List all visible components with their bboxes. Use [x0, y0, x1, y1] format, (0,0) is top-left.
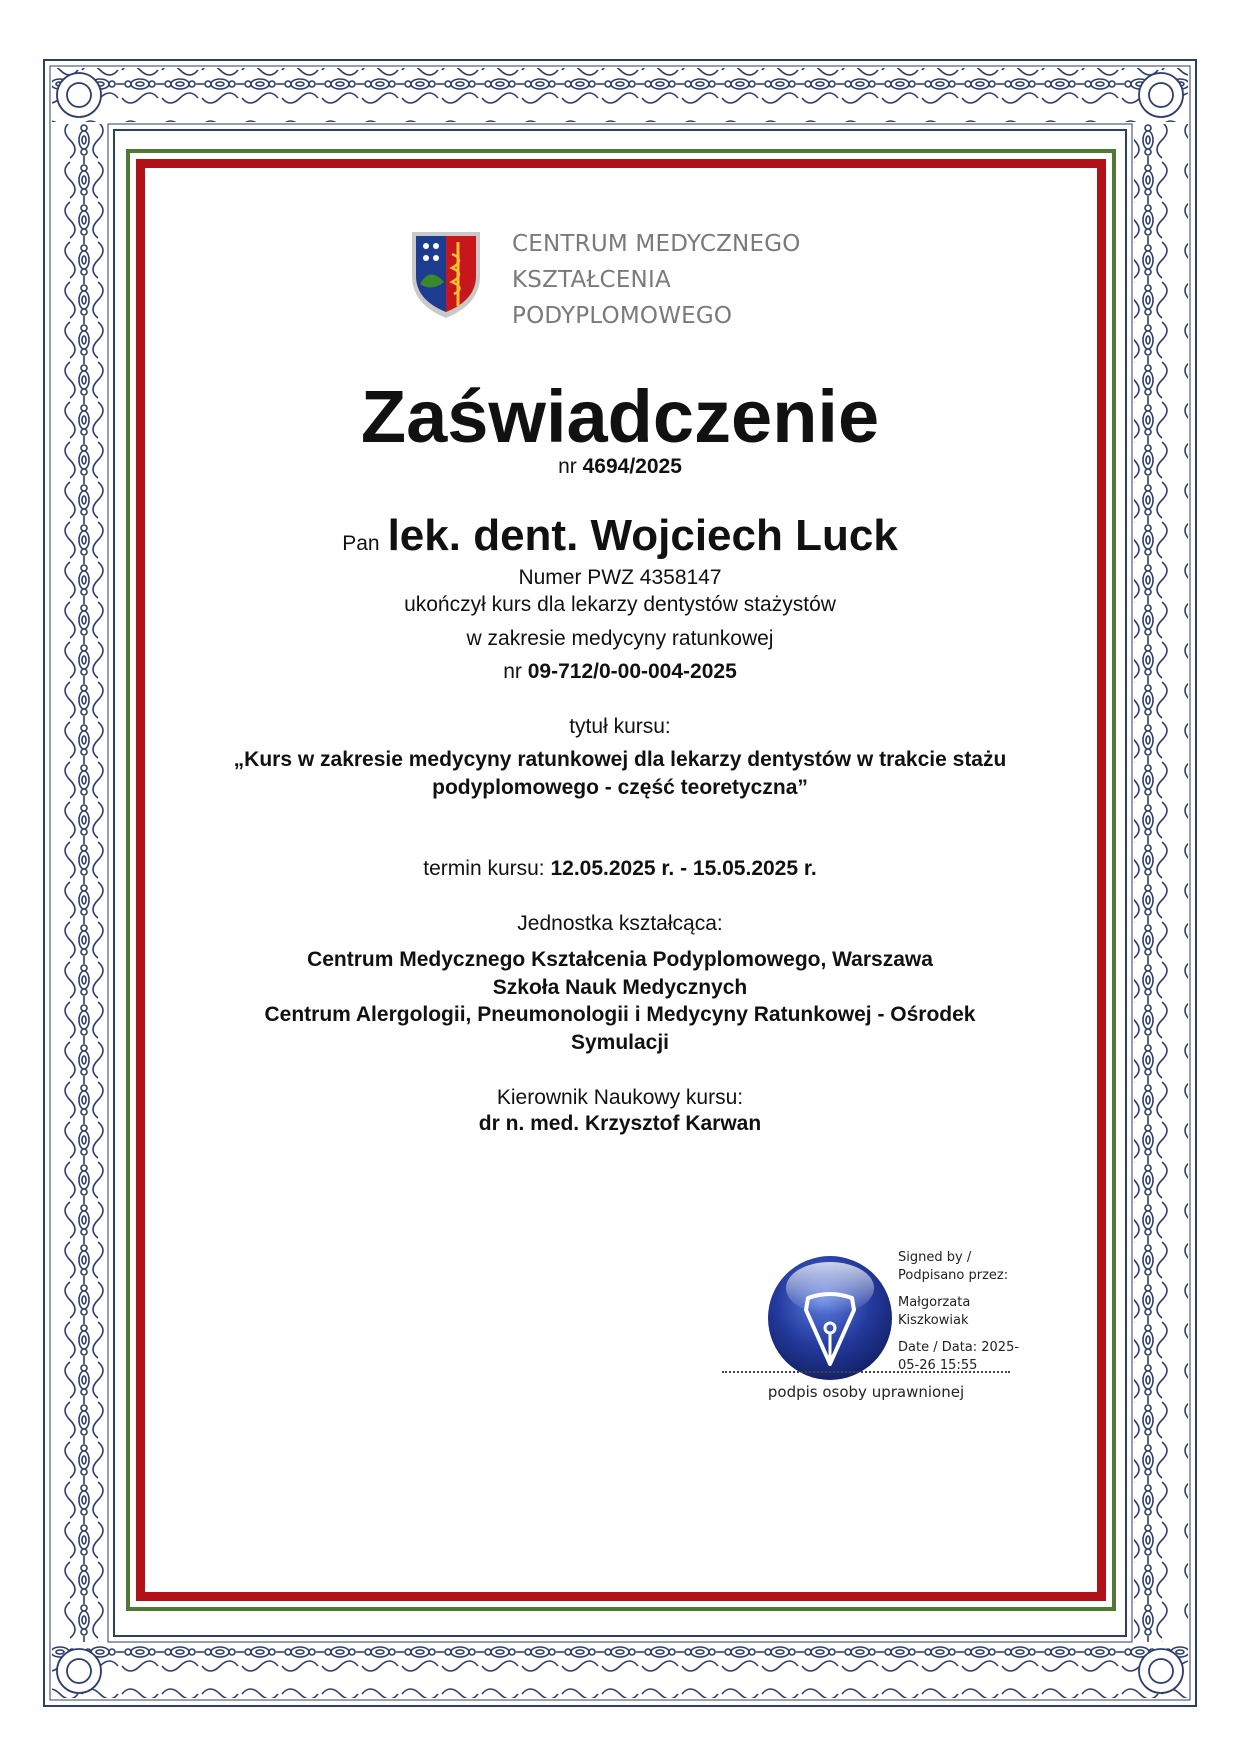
signature-date: Date / Data: 2025-: [898, 1340, 1020, 1355]
course-title-line: podyplomowego - część teoretyczna”: [432, 776, 808, 799]
signature-caption: podpis osoby uprawnionej: [767, 1383, 965, 1401]
course-term: [0, 855, 1240, 882]
digital-signature-details: [898, 1249, 1048, 1375]
signed-by-label: Signed by /: [898, 1250, 972, 1265]
certificate-number-prefix: nr: [558, 455, 583, 478]
course-title-line: „Kurs w zakresie medycyny ratunkowej dla lekarzy dentystów w trakcie stażu: [233, 748, 1007, 771]
training-unit-line: Centrum Medycznego Kształcenia Podyplomowego, Warszawa: [307, 948, 933, 971]
certificate-title: Zaświadczenie: [360, 375, 880, 458]
logo-line: PODYPLOMOWEGO: [512, 303, 733, 329]
certificate-number-value: 4694/2025: [582, 455, 682, 478]
pwz-number: Numer PWZ 4358147: [518, 566, 722, 589]
course-term-value: 12.05.2025 r. - 15.05.2025 r.: [550, 857, 817, 880]
training-unit-line: Centrum Alergologii, Pneumonologii i Medycyny Ratunkowej - Ośrodek: [264, 1003, 976, 1026]
institution-logo-text: [512, 226, 801, 334]
salutation: Pan: [342, 532, 380, 555]
course-number-value: 09-712/0-00-004-2025: [527, 660, 737, 683]
training-unit-line: Symulacji: [570, 1031, 670, 1054]
signature-date: 05-26 15:55: [898, 1358, 978, 1373]
signer-name: Małgorzata: [898, 1295, 971, 1310]
training-unit-line: Szkoła Nauk Medycznych: [492, 976, 748, 999]
logo-line: CENTRUM MEDYCZNEGO: [512, 231, 801, 257]
course-number-prefix: nr: [503, 660, 528, 683]
institution-logo: [408, 226, 828, 329]
course-term-label: termin kursu:: [423, 857, 551, 880]
signature-dotted-line: [722, 1371, 1010, 1373]
shield-logo-icon: [408, 226, 484, 322]
fountain-pen-nib-icon: [764, 1252, 896, 1384]
course-title-label: tytuł kursu:: [569, 715, 671, 738]
recipient-name: lek. dent. Wojciech Luck: [387, 511, 898, 560]
scientific-director-label: Kierownik Naukowy kursu:: [496, 1086, 744, 1109]
certificate-number: [0, 454, 1240, 480]
signer-name: Kiszkowiak: [898, 1313, 969, 1328]
logo-line: KSZTAŁCENIA: [512, 267, 671, 293]
training-unit-label: Jednostka kształcąca:: [517, 912, 723, 935]
course-number: [0, 658, 1240, 685]
scientific-director-name: dr n. med. Krzysztof Karwan: [478, 1112, 762, 1135]
completion-scope: w zakresie medycyny ratunkowej: [466, 627, 774, 650]
signed-by-label: Podpisano przez:: [898, 1268, 1009, 1283]
completion-statement: ukończył kurs dla lekarzy dentystów stażystów: [404, 593, 836, 616]
